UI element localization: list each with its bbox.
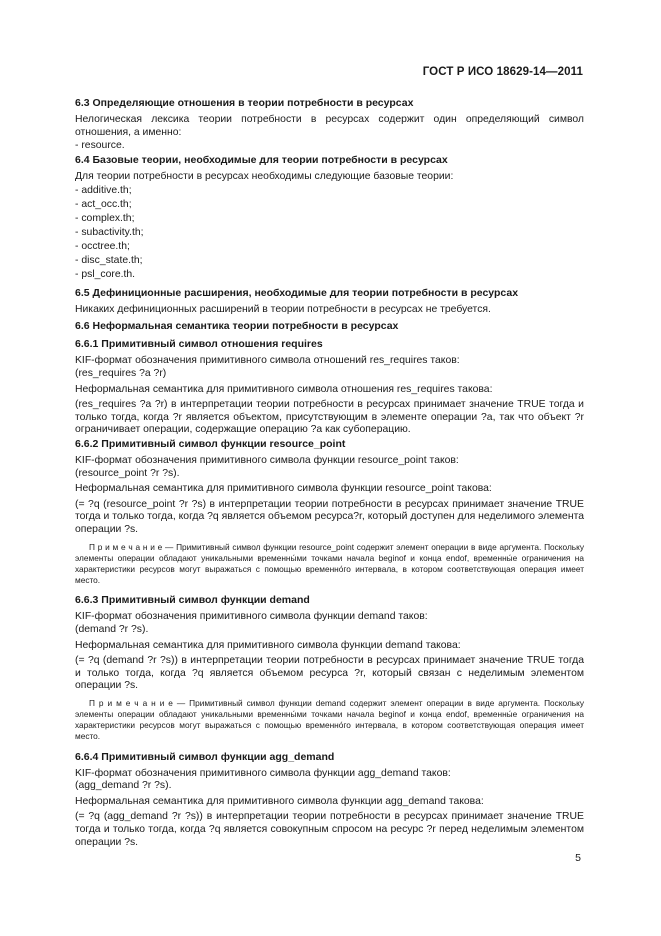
page-content — [75, 96, 584, 849]
section-6-3-text: Нелогическая лексика теории потребности в ресурсах содержит один определяющий символ отношения, а именно: — [75, 114, 584, 138]
section-6-6-2-p1: KIF-формат обозначения примитивного символа функции resource_point таков: — [75, 454, 459, 466]
section-6-3-title: 6.3 Определяющие отношения в теории потребности в ресурсах — [75, 97, 414, 109]
section-6-6-2-p2: (resource_point ?r ?s). — [75, 467, 180, 479]
section-6-6-3-title: 6.6.3 Примитивный символ функции demand — [75, 594, 310, 607]
section-6-6-4-p1: KIF-формат обозначения примитивного символа функции agg_demand таков: — [75, 767, 451, 779]
section-6-6-3-p4: (= ?q (demand ?r ?s)) в интерпретации теории потребности в ресурсах принимает значение TRUE тогда и только тогда, когда ?q является объемом ресурса ?r, который связан с неделимым элементом операции ?s. — [75, 655, 584, 692]
section-6-6-2-p4: (= ?q (resource_point ?r ?s) в интерпретации теории потребности в ресурсах принимает значение TRUE тогда и только тогда, когда ?q является объемом ресурса?r, который доступен для неделимого элемента операции ?s. — [75, 498, 584, 535]
page-number: 5 — [575, 852, 581, 864]
section-6-6-title: 6.6 Неформальная семантика теории потребности в ресурсах — [75, 320, 399, 333]
base-theory-item: - act_occ.th; — [75, 198, 132, 210]
section-6-6-4-p4: (= ?q (agg_demand ?r ?s)) в интерпретации теории потребности в ресурсах принимает значение TRUE тогда и только тогда, когда ?q является совокупным спросом на ресурс ?r перед неделимым элементом операции ?s. — [75, 811, 584, 848]
section-6-6-3-note: П р и м е ч а н и е — Примитивный символ функции demand содержит элемент операции в виде аргумента. Поскольку элементы операции обладают уникальными временны́ми точками начала beginof и конца endof, временны́е ограничения на характеристики ресурсов могут выражаться с помощью временно́го интервала, в котором соответствующая операция имеет место. — [75, 697, 584, 742]
section-6-6-3-p3: Неформальная семантика для примитивного символа функции demand такова: — [75, 639, 461, 651]
section-6-6-4-p3: Неформальная семантика для примитивного символа функции agg_demand такова: — [75, 795, 484, 807]
section-6-6-1-p1: KIF-формат обозначения примитивного символа отношений res_requires таков: — [75, 355, 460, 367]
section-6-6-4-p2: (agg_demand ?r ?s). — [75, 780, 172, 792]
section-6-6-1-p3: Неформальная семантика для примитивного символа отношения res_requires такова: — [75, 383, 493, 395]
base-theory-item: - additive.th; — [75, 184, 132, 196]
section-6-6-1-title: 6.6.1 Примитивный символ отношения requires — [75, 338, 323, 351]
section-6-6-1-p4: (res_requires ?a ?r) в интерпретации теории потребности в ресурсах принимает значение TRUE тогда и только тогда, когда ?r является объектом, присутствующим в элементе операции ?a, так что объект ?r ограничивает операции, содержащие операцию ?a как субоперацию. — [75, 399, 584, 436]
section-6-6-2-note: П р и м е ч а н и е — Примитивный символ функции resource_point содержит элемент операции в виде аргумента. Поскольку элементы операции обладают уникальными временны́ми точками начала beginof и конца endof, временны́е ограничения на характеристики ресурсов могут выражаться с помощью временно́го интервала, в котором соответствующая операция имеет место. — [75, 541, 584, 586]
section-6-5-title: 6.5 Дефиниционные расширения, необходимые для теории потребности в ресурсах — [75, 286, 519, 299]
section-6-6-1-p2: (res_requires ?a ?r) — [75, 367, 167, 379]
base-theory-item: - subactivity.th; — [75, 226, 144, 238]
base-theory-item: - disc_state.th; — [75, 254, 143, 266]
section-6-5-text: Никаких дефиниционных расширений в теории потребности в ресурсах не требуется. — [75, 303, 491, 315]
section-6-6-2-title: 6.6.2 Примитивный символ функции resource_point — [75, 437, 346, 450]
base-theory-item: - occtree.th; — [75, 240, 130, 252]
section-6-6-3-p2: (demand ?r ?s). — [75, 623, 149, 635]
section-6-6-2-p3: Неформальная семантика для примитивного символа функции resource_point такова: — [75, 483, 492, 495]
section-6-4-text: Для теории потребности в ресурсах необходимы следующие базовые теории: — [75, 171, 454, 183]
base-theory-item: - complex.th; — [75, 212, 135, 224]
section-6-6-3-p1: KIF-формат обозначения примитивного символа функции demand таков: — [75, 611, 428, 623]
section-6-4-title: 6.4 Базовые теории, необходимые для теории потребности в ресурсах — [75, 154, 448, 167]
base-theory-item: - psl_core.th. — [75, 268, 136, 280]
section-6-3-item: - resource. — [75, 140, 125, 152]
section-6-6-4-title: 6.6.4 Примитивный символ функции agg_demand — [75, 750, 335, 763]
document-code-header: ГОСТ Р ИСО 18629-14—2011 — [422, 66, 583, 78]
